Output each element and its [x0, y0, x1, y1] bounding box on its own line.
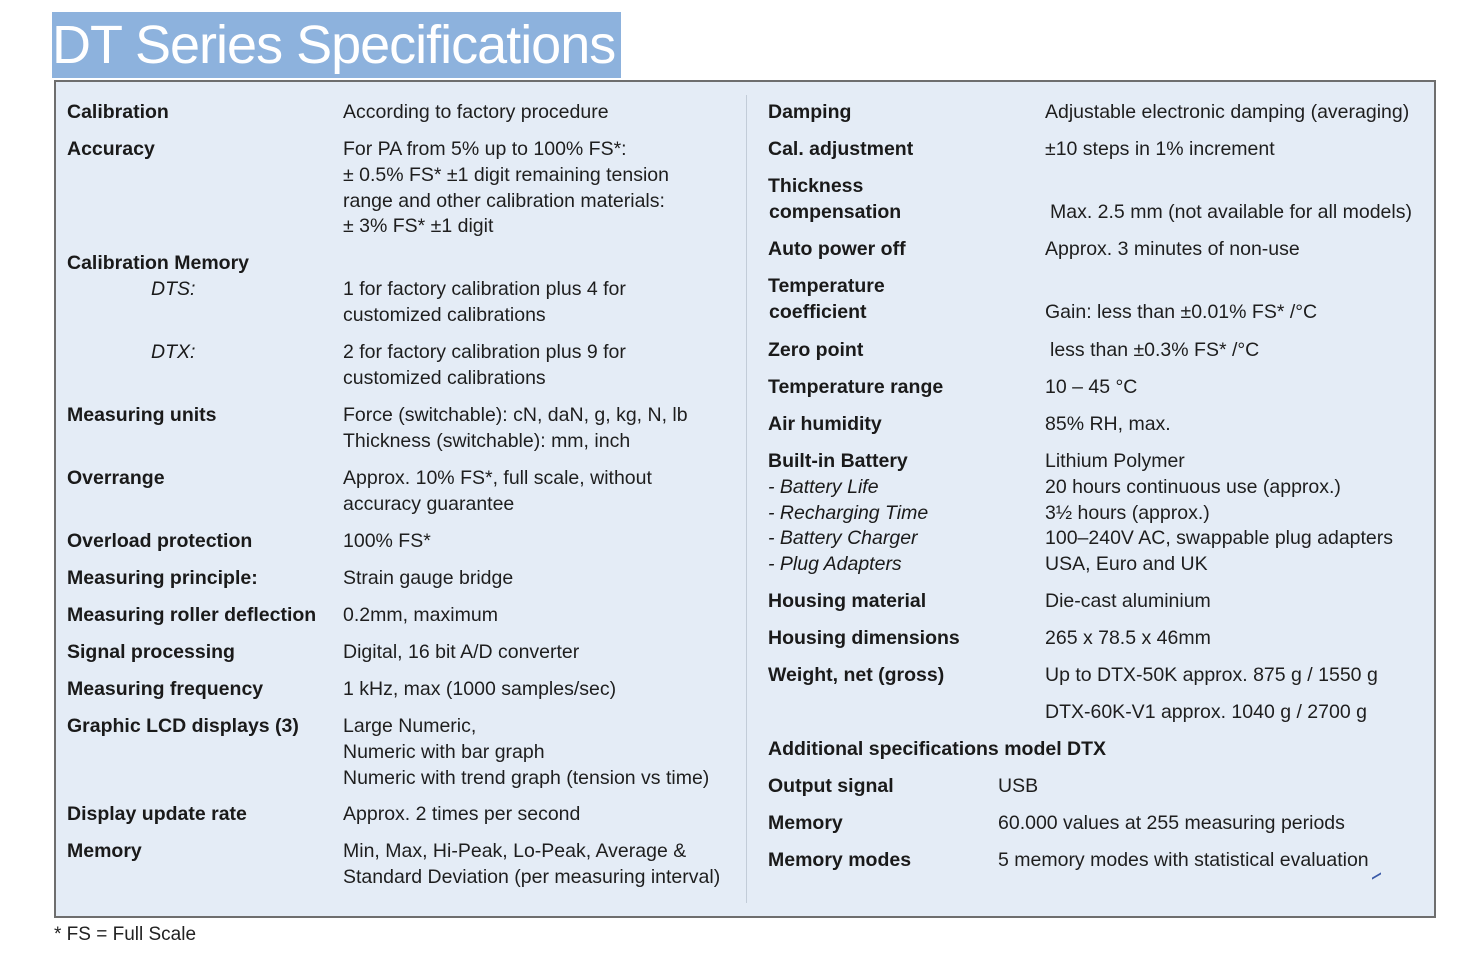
- output-signal-value: USB: [998, 775, 1039, 797]
- display-update-rate-label: Display update rate: [67, 803, 247, 825]
- roller-deflection-value: 0.2mm, maximum: [343, 604, 498, 626]
- thickness-compensation-value: Max. 2.5 mm (not available for all models): [1050, 201, 1412, 223]
- memory-value-line: Standard Deviation (per measuring interval): [343, 866, 721, 888]
- output-signal-label: Output signal: [768, 775, 894, 797]
- memory-modes-value: 5 memory modes with statistical evaluation: [998, 849, 1369, 871]
- measuring-units-value-line: Thickness (switchable): mm, inch: [343, 430, 631, 452]
- temperature-range-label: Temperature range: [768, 376, 944, 398]
- roller-deflection-label: Measuring roller deflection: [67, 604, 317, 626]
- battery-life-value: 20 hours continuous use (approx.): [1045, 476, 1341, 498]
- measuring-units-value-line: Force (switchable): cN, daN, g, kg, N, lb: [343, 404, 688, 426]
- signal-processing-label: Signal processing: [67, 641, 235, 663]
- housing-dimensions-label: Housing dimensions: [768, 627, 960, 649]
- overrange-value-line: accuracy guarantee: [343, 493, 515, 515]
- overload-protection-label: Overload protection: [67, 530, 253, 552]
- memory-modes-label: Memory modes: [768, 849, 912, 871]
- auto-power-off-label: Auto power off: [768, 238, 906, 260]
- plug-adapters-label: - Plug Adapters: [768, 553, 902, 575]
- air-humidity-label: Air humidity: [768, 413, 882, 435]
- dtx-value-line: customized calibrations: [343, 367, 546, 389]
- cal-adjustment-value: ±10 steps in 1% increment: [1045, 138, 1275, 160]
- measuring-principle-value: Strain gauge bridge: [343, 567, 514, 589]
- recharging-time-value: 3½ hours (approx.): [1045, 502, 1210, 524]
- dtx-memory-label: Memory: [768, 812, 843, 834]
- lcd-displays-value-line: Numeric with trend graph (tension vs time): [343, 767, 710, 789]
- recharging-time-label: - Recharging Time: [768, 502, 929, 524]
- weight-label: Weight, net (gross): [768, 664, 945, 686]
- dtx-label: DTX:: [151, 341, 196, 363]
- calibration-value: According to factory procedure: [343, 101, 609, 123]
- accuracy-value-line: range and other calibration materials:: [343, 190, 665, 212]
- memory-label: Memory: [67, 840, 142, 862]
- accuracy-value-line: For PA from 5% up to 100% FS*:: [343, 138, 627, 160]
- measuring-principle-label: Measuring principle:: [67, 567, 258, 589]
- thickness-compensation-label: Thickness: [768, 175, 864, 197]
- display-update-rate-value: Approx. 2 times per second: [343, 803, 581, 825]
- overrange-value-line: Approx. 10% FS*, full scale, without: [343, 467, 652, 489]
- lcd-displays-value-line: Large Numeric,: [343, 715, 477, 737]
- plug-adapters-value: USA, Euro and UK: [1045, 553, 1208, 575]
- zero-point-label: Zero point: [768, 339, 864, 361]
- memory-value-line: Min, Max, Hi-Peak, Lo-Peak, Average &: [343, 840, 687, 862]
- lcd-displays-value-line: Numeric with bar graph: [343, 741, 545, 763]
- overrange-label: Overrange: [67, 467, 165, 489]
- housing-dimensions-value: 265 x 78.5 x 46mm: [1045, 627, 1211, 649]
- dtx-value-line: 2 for factory calibration plus 9 for: [343, 341, 626, 363]
- accuracy-value-line: ± 0.5% FS* ±1 digit remaining tension: [343, 164, 669, 186]
- battery-label: Built-in Battery: [768, 450, 908, 472]
- thickness-compensation-label: compensation: [769, 201, 902, 223]
- dts-label: DTS:: [151, 278, 196, 300]
- battery-charger-value: 100–240V AC, swappable plug adapters: [1045, 527, 1394, 549]
- temperature-coefficient-value: Gain: less than ±0.01% FS* /°C: [1045, 301, 1318, 323]
- footnote: * FS = Full Scale: [54, 924, 197, 945]
- temperature-range-value: 10 – 45 °C: [1045, 376, 1138, 398]
- zero-point-value: less than ±0.3% FS* /°C: [1050, 339, 1260, 361]
- measuring-frequency-value: 1 kHz, max (1000 samples/sec): [343, 678, 617, 700]
- calibration-label: Calibration: [67, 101, 169, 123]
- auto-power-off-value: Approx. 3 minutes of non-use: [1045, 238, 1300, 260]
- battery-charger-label: - Battery Charger: [768, 527, 918, 549]
- signal-processing-value: Digital, 16 bit A/D converter: [343, 641, 580, 663]
- additional-specs-heading: Additional specifications model DTX: [768, 738, 1107, 760]
- dtx-memory-value: 60.000 values at 255 measuring periods: [998, 812, 1345, 834]
- damping-value: Adjustable electronic damping (averaging): [1045, 101, 1410, 123]
- battery-life-label: - Battery Life: [768, 476, 879, 498]
- dts-value-line: 1 for factory calibration plus 4 for: [343, 278, 626, 300]
- lcd-displays-label: Graphic LCD displays (3): [67, 715, 299, 737]
- temperature-coefficient-label: Temperature: [768, 275, 885, 297]
- weight-value-line: Up to DTX-50K approx. 875 g / 1550 g: [1045, 664, 1378, 686]
- accuracy-value-line: ± 3% FS* ±1 digit: [343, 215, 494, 237]
- damping-label: Damping: [768, 101, 852, 123]
- dts-value-line: customized calibrations: [343, 304, 546, 326]
- measuring-frequency-label: Measuring frequency: [67, 678, 264, 700]
- temperature-coefficient-label: coefficient: [769, 301, 867, 323]
- air-humidity-value: 85% RH, max.: [1045, 413, 1171, 435]
- measuring-units-label: Measuring units: [67, 404, 217, 426]
- accuracy-label: Accuracy: [67, 138, 155, 160]
- calibration-memory-label: Calibration Memory: [67, 252, 250, 274]
- cal-adjustment-label: Cal. adjustment: [768, 138, 914, 160]
- page-title: DT Series Specifications: [52, 12, 621, 78]
- housing-material-label: Housing material: [768, 590, 927, 612]
- housing-material-value: Die-cast aluminium: [1045, 590, 1211, 612]
- battery-value: Lithium Polymer: [1045, 450, 1185, 472]
- weight-value-line: DTX-60K-V1 approx. 1040 g / 2700 g: [1045, 701, 1367, 723]
- overload-protection-value: 100% FS*: [343, 530, 431, 552]
- column-divider: [746, 95, 747, 903]
